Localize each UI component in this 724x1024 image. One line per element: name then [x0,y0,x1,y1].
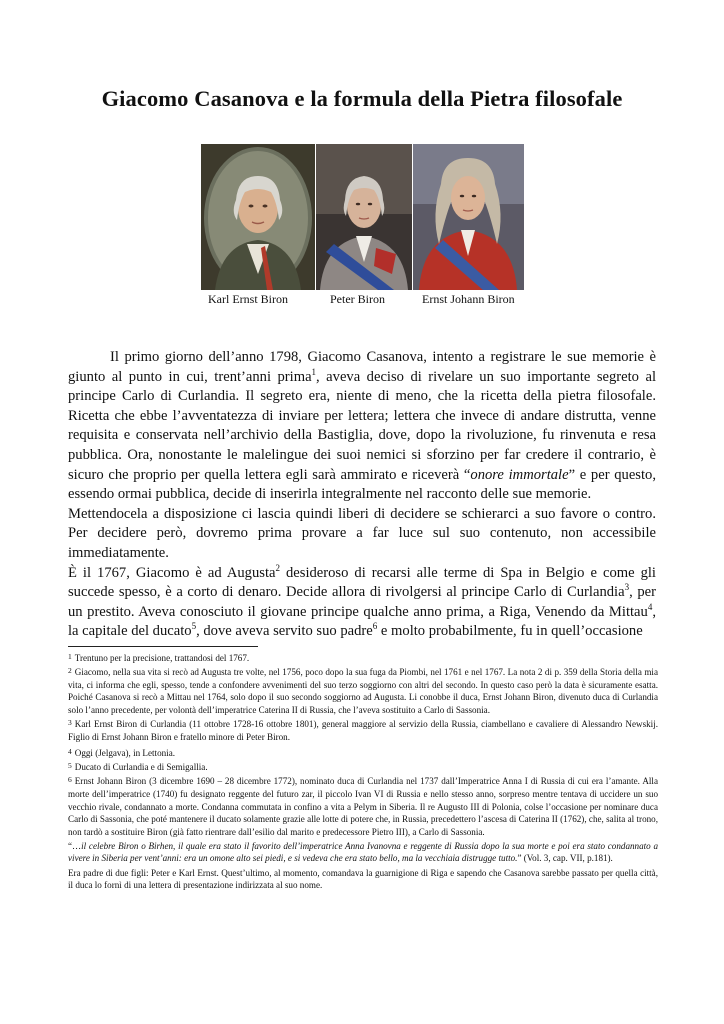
portrait-caption: Peter Biron [330,292,385,306]
footnote-ref[interactable]: 3 [624,582,630,593]
footnote-ref[interactable]: 6 [372,621,378,632]
footnote: $^3$ Karl Ernst Biron di Curlandia (11 ottobre 1728-16 ottobre 1801), general maggiore al servizio della Russia, ciambellano e cavaliere di Alessandro Newskij. Figlio di Ernst Johann Biron e fratello minore di Peter Biron. [68,717,658,742]
footnote-ref[interactable]: 5 [191,621,197,632]
footnote-ref[interactable]: 2 [275,562,280,573]
portrait-caption: Karl Ernst Biron [208,292,288,306]
portrait-image [316,144,412,290]
paragraph: È il 1767, Giacomo è ad Augusta$^2$ desideroso di recarsi alle terme di Spa in Belgio e come gli succede spesso, è a corto di denaro. Decide allora di rivolgersi al principe Carlo di Curlandia$^3$, per un prestito. Aveva conosciuto il giovane principe qualche anno prima, a Riga, Venendo da Mittau$^4$, la capitale del ducato$^5$, dove aveva servito suo padre$^6$ e molto probabilmente, fu in quell’occasione [68,562,656,640]
body-text [68,348,656,642]
footnote-separator [68,646,258,647]
footnote-ref[interactable]: 4 [647,601,653,612]
footnote-quote: “…il celebre Biron o Birhen, il quale era stato il favorito dell’imperatrice Anna Ivanovna e reggente di Russia dopo la sua morte e poi era stato condannato a vivere in Siberia per vent’anni: era un omone alto sei piedi, e si vedeva che era stato bello, ma la vecchiaia distrugge tutto.” (Vol. 3, cap. VII, p.181). [68,840,658,864]
portrait-ernst-johann-biron [413,144,524,290]
portrait-image [201,144,315,290]
portrait-karl-ernst-biron [201,144,315,290]
portrait-caption: Ernst Johann Biron [422,292,515,306]
portrait-image [413,144,524,290]
footnote: $^6$ Ernst Johann Biron (3 dicembre 1690 – 28 dicembre 1772), nominato duca di Curlandia nel 1737 dall’Imperatrice Anna I di Russia di cui era l’amante. Alla morte dell’imperatrice (1740) fu designato reggente del futuro zar, il piccolo Ivan VI di Russia e nello stesso anno, sorpreso mentre tentava di uccidere un suo vecchio rivale, condannato a morte. Condanna commutata in confino a vita a Pelym in Siberia. Il re Augusto III di Polonia, colse l’occasione per nominare duca Carlo di Sassonia, che poté mantenere il ducato solamente grazie alle lotte di potere che, in Russia, precedettero l’ascesa di Caterina II (1762), che, salita al trono, non tardò a sostituire Biron (già fatto rientrare dall’esilio dal marito e predecessore Pietro III), a Carlo di Sassonia. [68,775,658,837]
emphasis: onore immortale [470,466,569,483]
footnotes [68,652,658,893]
footnote: $^1$ Trentuno per la precisione, trattandosi del 1767. [68,652,250,663]
footnote-continuation: Era padre di due figli: Peter e Karl Ernst. Quest’ultimo, al momento, comandava la guarnigione di Riga e sapendo che Casanova sarebbe passato per quella città, il duca lo fornì di una lettera di presentazione indirizzata al suo nome. [68,867,658,891]
footnote: $^5$ Ducato di Curlandia e di Semigallia. [68,761,208,773]
footnote: $^4$ Oggi (Jelgava), in Lettonia. [68,747,176,759]
paragraph: Il primo giorno dell’anno 1798, Giacomo Casanova, intento a registrare le sue memorie è giunto al punto in cui, trent’anni prima$^1$, aveva deciso di rivelare un suo importante segreto al principe Carlo di Curlandia. Il segreto era, niente di meno, che la ricetta della pietra filosofale. Ricetta che ebbe l’avventatezza di inviare per lettera; lettera che invece di andare distrutta, venne requisita e conservata nell’archivio della Bastiglia, dove, dopo la rivoluzione, fu rinvenuta e resa pubblica. Ora, nonostante le malelingue dei suoi nemici si sforzino per far credere il contrario, è sicuro che proprio per quella lettera egli sarà ammirato e riceverà “onore immortale” e per questo, essendo ormai pubblica, decide di inserirla integralmente nel racconto delle sue memorie. [68,349,656,503]
portrait-peter-biron [316,144,412,290]
footnote: $^2$ Giacomo, nella sua vita si recò ad Augusta tre volte, nel 1756, poco dopo la sua fuga da Piombi, nel 1761 e nel 1767. La nota 2 di p. 359 della Storia della mia vita, ci informa che egli, spesso, tende a confondere avvenimenti del suo terzo soggiorno con altri del secondo. In questo caso però la data è sicuramente esatta. Poiché Casanova si recò a Mittau nel 1764, solo dopo il suo secondo soggiorno ad Augusta. Li conobbe il duca, Ernst Johann Biron, divenuto duca di Curlandia solo l’anno precedente, per volontà dell’imperatrice Caterina II di Russia, che l’aveva sostituito a Carlo di Sassonia. [68,666,658,715]
page-title: Giacomo Casanova e la formula della Pietra filosofale [101,86,623,111]
paragraph: Mettendocela a disposizione ci lascia quindi liberi di decidere se schierarci a suo favore o contro. Per decidere però, dovremo prima provare a far luce sul suo contenuto, non accessibile immediatamente. [68,505,656,561]
footnote-ref[interactable]: 1 [311,366,317,377]
